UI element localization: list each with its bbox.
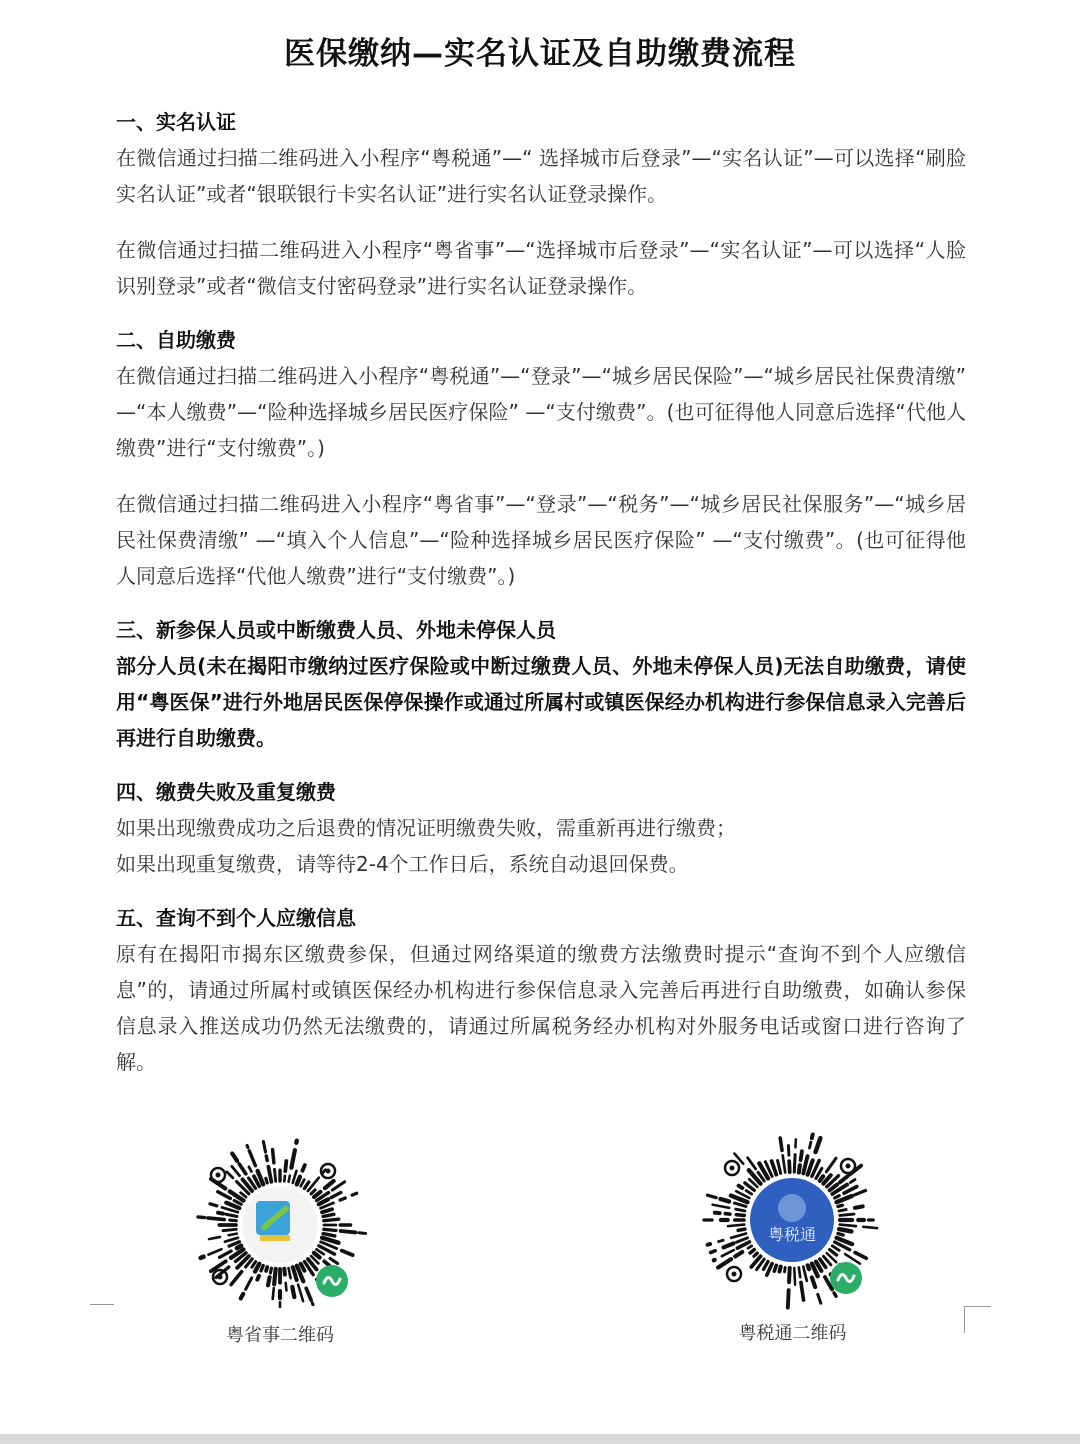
- page-bottom-bar: [0, 1434, 1080, 1444]
- qr-code-yueshengshi: [190, 1135, 370, 1347]
- paragraph: 在微信通过扫描二维码进入小程序“粤税通”—“登录”—“城乡居民保险”—“城乡居民社保费清缴” —“本人缴费”—“险种选择城乡居民医疗保险” —“支付缴费”。(也可征得他人同意后选择“代他人缴费”进行“支付缴费”。): [116, 364, 966, 460]
- paragraph: 部分人员(未在揭阳市缴纳过医疗保险或中断过缴费人员、外地未停保人员)无法自助缴费，请使用“粤医保”进行外地居民医保停保操作或通过所属村或镇医保经办机构进行参保信息录入完善后再进行自助缴费。: [116, 654, 966, 750]
- section-heading: 三、新参保人员或中断缴费人员、外地未停保人员: [116, 618, 556, 642]
- mini-program-code: [190, 1135, 370, 1315]
- paragraph: 在微信通过扫描二维码进入小程序“粤省事”—“登录”—“税务”—“城乡居民社保服务”—“城乡居民社保费清缴” —“填入个人信息”—“险种选择城乡居民医疗保险” —“支付缴费”。(也可征得他人同意后选择“代他人缴费”进行“支付缴费”。): [116, 492, 966, 588]
- paragraph: 在微信通过扫描二维码进入小程序“粤税通”—“ 选择城市后登录”—“实名认证”—可以选择“刷脸实名认证”或者“银联银行卡实名认证”进行实名认证登录操作。: [116, 146, 966, 206]
- section-heading: 四、缴费失败及重复缴费: [116, 780, 336, 804]
- qr-label: 粤省事二维码: [226, 1325, 334, 1346]
- section-query-missing: [116, 900, 966, 1080]
- section-heading: 五、查询不到个人应缴信息: [116, 906, 356, 930]
- mini-program-badge-icon: [316, 1265, 348, 1297]
- paragraph-line: 如果出现重复缴费，请等待2-4个工作日后，系统自动退回保费。: [116, 852, 689, 876]
- section-new-insured: [116, 612, 966, 756]
- svg-text:粤税通: 粤税通: [767, 1225, 817, 1244]
- paragraph: 在微信通过扫描二维码进入小程序“粤省事”—“选择城市后登录”—“实名认证”—可以选择“人脸识别登录”或者“微信支付密码登录”进行实名认证登录操作。: [116, 238, 966, 298]
- yueshuitong-logo-icon: [750, 1178, 834, 1262]
- document-title: 医保缴纳—实名认证及自助缴费流程: [284, 36, 796, 72]
- section-self-payment: [116, 322, 966, 594]
- qr-code-yueshuitong: [700, 1128, 885, 1345]
- mini-program-badge-icon: [830, 1262, 862, 1294]
- section-real-name: [116, 104, 966, 304]
- crop-mark: [90, 1304, 114, 1305]
- document-body: [116, 104, 966, 1098]
- section-heading: 一、实名认证: [116, 110, 236, 134]
- qr-label: 粤税通二维码: [738, 1323, 847, 1344]
- crop-mark: [964, 1306, 991, 1333]
- section-heading: 二、自助缴费: [116, 328, 236, 352]
- paragraph-line: 如果出现缴费成功之后退费的情况证明缴费失败，需重新再进行缴费；: [116, 816, 736, 840]
- mini-program-code: [700, 1128, 885, 1313]
- section-payment-failure: [116, 774, 966, 882]
- yueshengshi-logo-icon: [256, 1201, 290, 1241]
- paragraph: 原有在揭阳市揭东区缴费参保，但通过网络渠道的缴费方法缴费时提示“查询不到个人应缴信息”的，请通过所属村或镇医保经办机构进行参保信息录入完善后再进行自助缴费，如确认参保信息录入推送成功仍然无法缴费的，请通过所属税务经办机构对外服务电话或窗口进行咨询了解。: [116, 942, 966, 1074]
